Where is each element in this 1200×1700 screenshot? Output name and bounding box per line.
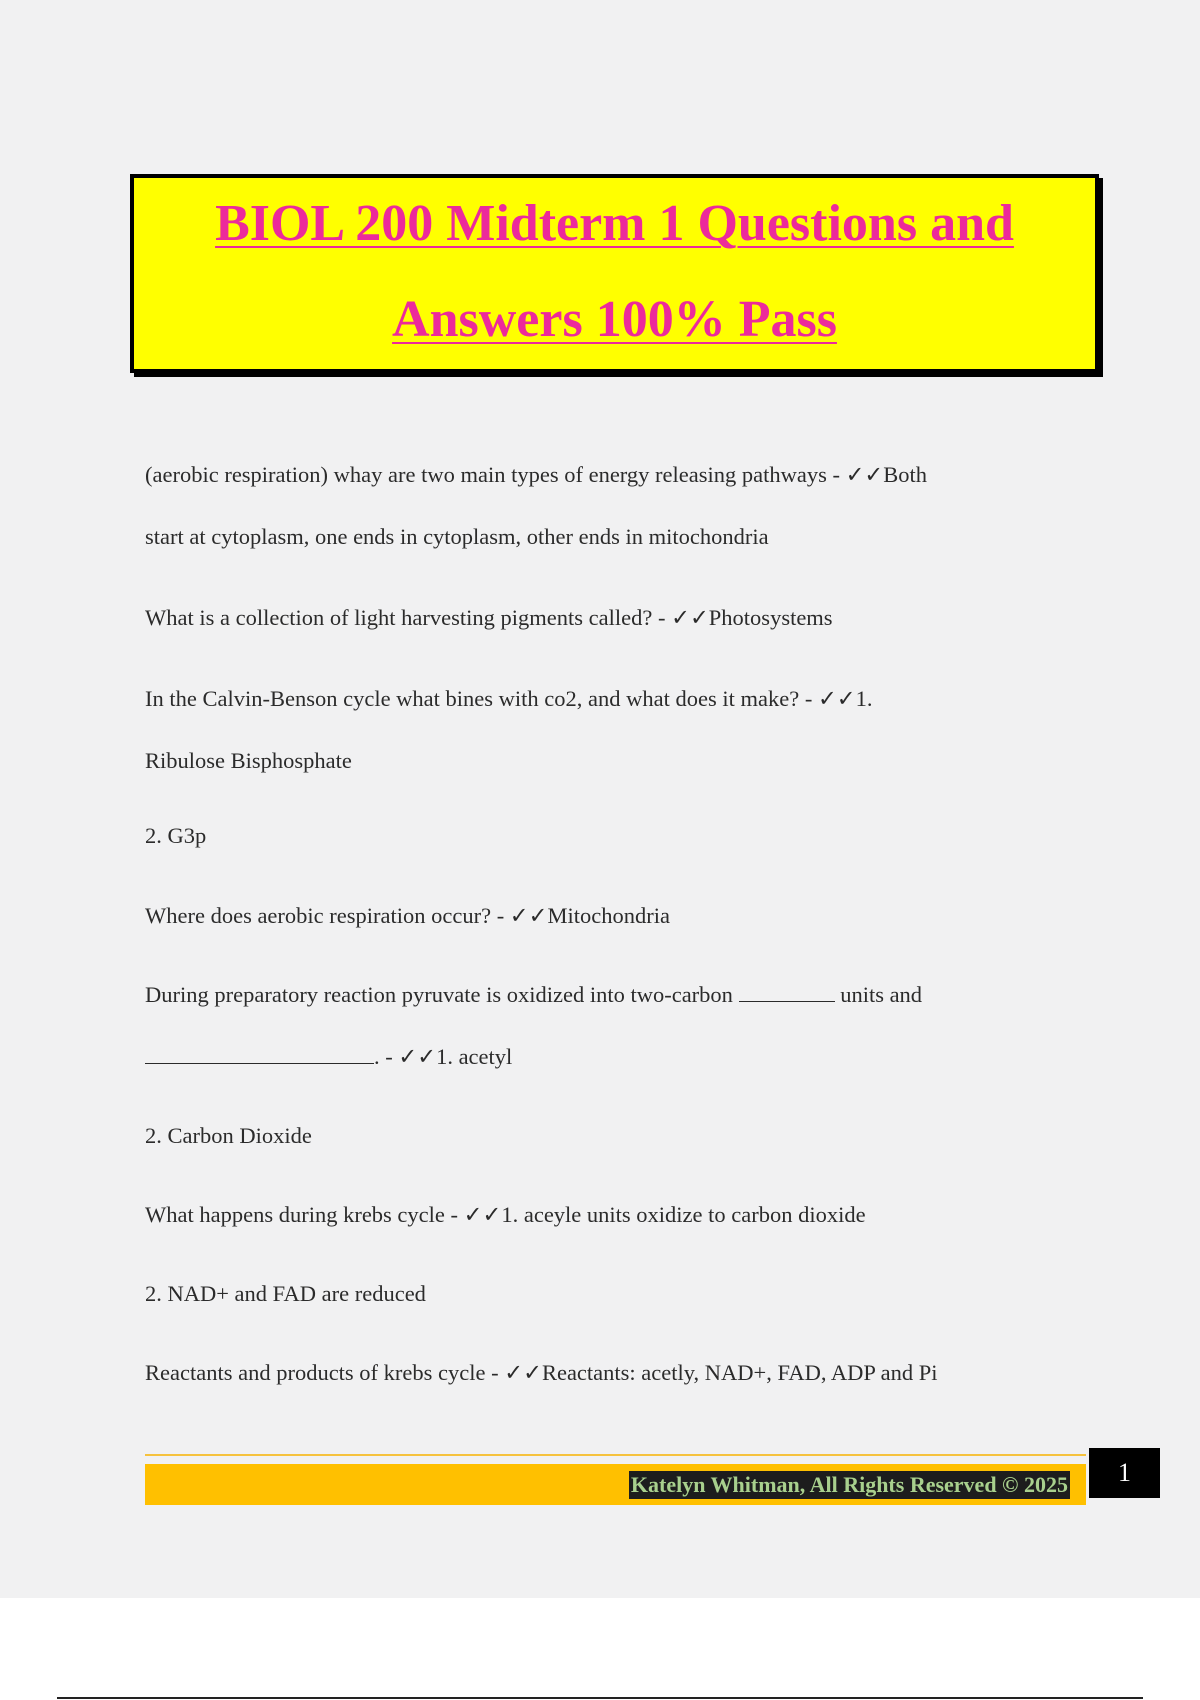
text-line: 2. Carbon Dioxide [145, 1123, 312, 1148]
fill-in-line [145, 1044, 512, 1070]
title-line-1: BIOL 200 Midterm 1 Questions and [215, 195, 1014, 252]
text-line: 2. NAD+ and FAD are reduced [145, 1281, 426, 1306]
text-segment: units and [840, 982, 923, 1007]
text-segment: . - ✓✓1. acetyl [374, 1044, 513, 1069]
copyright-notice: Katelyn Whitman, All Rights Reserved © 2025 [630, 1472, 1068, 1497]
title-box [130, 174, 1099, 373]
bottom-divider [57, 1697, 1143, 1699]
page-number: 1 [1089, 1448, 1160, 1498]
answer-blank [739, 983, 835, 1002]
text-line: 2. G3p [145, 823, 207, 848]
text-line: Reactants and products of krebs cycle - ✓✓Reactants: acetly, NAD+, FAD, ADP and Pi [145, 1360, 938, 1385]
text-line: (aerobic respiration) whay are two main types of energy releasing pathways - ✓✓Both [145, 462, 928, 487]
text-line: Ribulose Bisphosphate [145, 748, 352, 773]
text-line: What happens during krebs cycle - ✓✓1. aceyle units oxidize to carbon dioxide [145, 1202, 866, 1227]
footer-bar [145, 1464, 1086, 1505]
title-line-2: Answers 100% Pass [392, 291, 837, 348]
text-line: What is a collection of light harvesting pigments called? - ✓✓Photosystems [145, 605, 833, 630]
footer-rule [145, 1454, 1086, 1456]
text-segment: During preparatory reaction pyruvate is oxidized into two-carbon [145, 982, 733, 1007]
answer-blank [145, 1045, 374, 1064]
fill-in-line [145, 982, 922, 1008]
text-line: In the Calvin-Benson cycle what bines with co2, and what does it make? - ✓✓1. [145, 686, 873, 711]
text-line: start at cytoplasm, one ends in cytoplasm, other ends in mitochondria [145, 524, 769, 549]
text-line: Where does aerobic respiration occur? - ✓✓Mitochondria [145, 903, 670, 928]
